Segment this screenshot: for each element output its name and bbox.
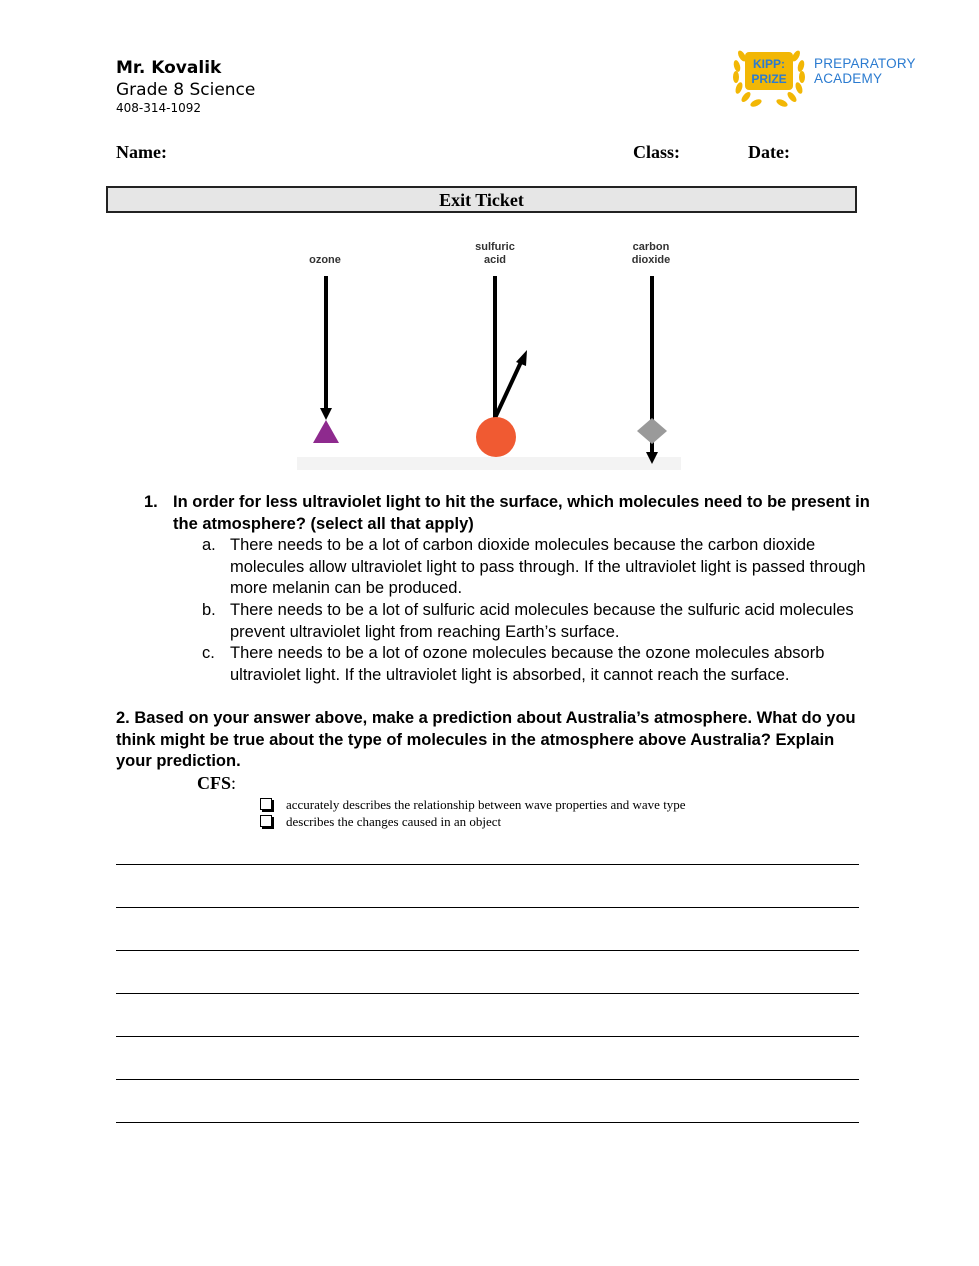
- reflected-ray-sulfuric-acid: [495, 362, 521, 418]
- cfs-label-text: CFS: [197, 773, 232, 793]
- cfs-item-text: accurately describes the relationship between wave properties and wave type: [286, 797, 686, 812]
- question-2-text: 2. Based on your answer above, make a prediction about Australia’s atmosphere. What do you think might be true about the type of molecules in the atmosphere above Australia? Explain your prediction.: [116, 709, 856, 771]
- arrowhead-ozone: [320, 408, 332, 420]
- ozone-molecule: [313, 420, 339, 443]
- logo-name-line1: PREPARATORY: [814, 56, 916, 71]
- answer-line[interactable]: [116, 1036, 859, 1037]
- logo-name-line2: ACADEMY: [814, 71, 883, 86]
- answer-line[interactable]: [116, 864, 859, 865]
- cfs-item: [260, 814, 501, 830]
- cfs-item: [260, 797, 686, 813]
- course-name: Grade 8 Science: [116, 80, 256, 100]
- question-1-text: In order for less ultraviolet light to hit the surface, which molecules need to be present in the atmosphere? (select all that apply): [173, 493, 870, 533]
- logo-mark-line2: PRIZE: [751, 72, 787, 86]
- carbon-dioxide-molecule: [637, 418, 667, 444]
- page-title: Exit Ticket: [439, 190, 524, 210]
- answer-line[interactable]: [116, 1122, 859, 1123]
- logo-mark-line1: KIPP:: [752, 57, 786, 71]
- cfs-colon: :: [231, 773, 237, 793]
- sulfuric-acid-molecule: [476, 417, 516, 457]
- label-ozone: ozone: [309, 254, 341, 266]
- cfs-label: [197, 773, 236, 794]
- label-sulfuric-line1: sulfuric: [475, 241, 515, 253]
- answer-line[interactable]: [116, 907, 859, 908]
- logo-text: [814, 56, 916, 86]
- label-carbon-line1: carbon: [632, 241, 670, 253]
- teacher-name: Mr. Kovalik: [116, 58, 222, 78]
- answer-line[interactable]: [116, 1079, 859, 1080]
- option-a-letter: a.: [202, 536, 216, 554]
- surface-band: [297, 457, 681, 470]
- answer-line[interactable]: [116, 993, 859, 994]
- option-a-text: There needs to be a lot of carbon dioxide molecules because the carbon dioxide molecules allow ultraviolet light to pass through. If the ultraviolet light is passed through more melanin can be produced.: [230, 536, 866, 598]
- name-label: Name:: [116, 142, 167, 162]
- cfs-item-text: describes the changes caused in an object: [286, 814, 502, 829]
- laurel-wreath-icon: [728, 34, 814, 114]
- uv-diagram-svg: [297, 232, 681, 470]
- phone-number: 408-314-1092: [116, 101, 202, 115]
- option-c-text: There needs to be a lot of ozone molecules because the ozone molecules absorb ultraviolet light. If the ultraviolet light is absorbed, it cannot reach the surface.: [230, 644, 825, 684]
- label-carbon-line2: dioxide: [631, 254, 671, 266]
- checkbox-icon[interactable]: [260, 798, 272, 810]
- checkbox-icon[interactable]: [260, 815, 272, 827]
- question-1-number: 1.: [144, 493, 158, 511]
- uv-diagram: [297, 232, 681, 470]
- class-label: Class:: [633, 142, 681, 162]
- arrowhead-reflected: [516, 350, 527, 366]
- date-label: Date:: [748, 142, 790, 162]
- school-logo: [728, 34, 928, 114]
- option-b-letter: b.: [202, 601, 216, 619]
- label-sulfuric-line2: acid: [483, 254, 507, 266]
- option-c-letter: c.: [202, 644, 215, 662]
- answer-line[interactable]: [116, 950, 859, 951]
- title-banner: [106, 186, 857, 213]
- option-b-text: There needs to be a lot of sulfuric acid molecules because the sulfuric acid molecules prevent ultraviolet light from reaching Earth’s surface.: [230, 601, 854, 641]
